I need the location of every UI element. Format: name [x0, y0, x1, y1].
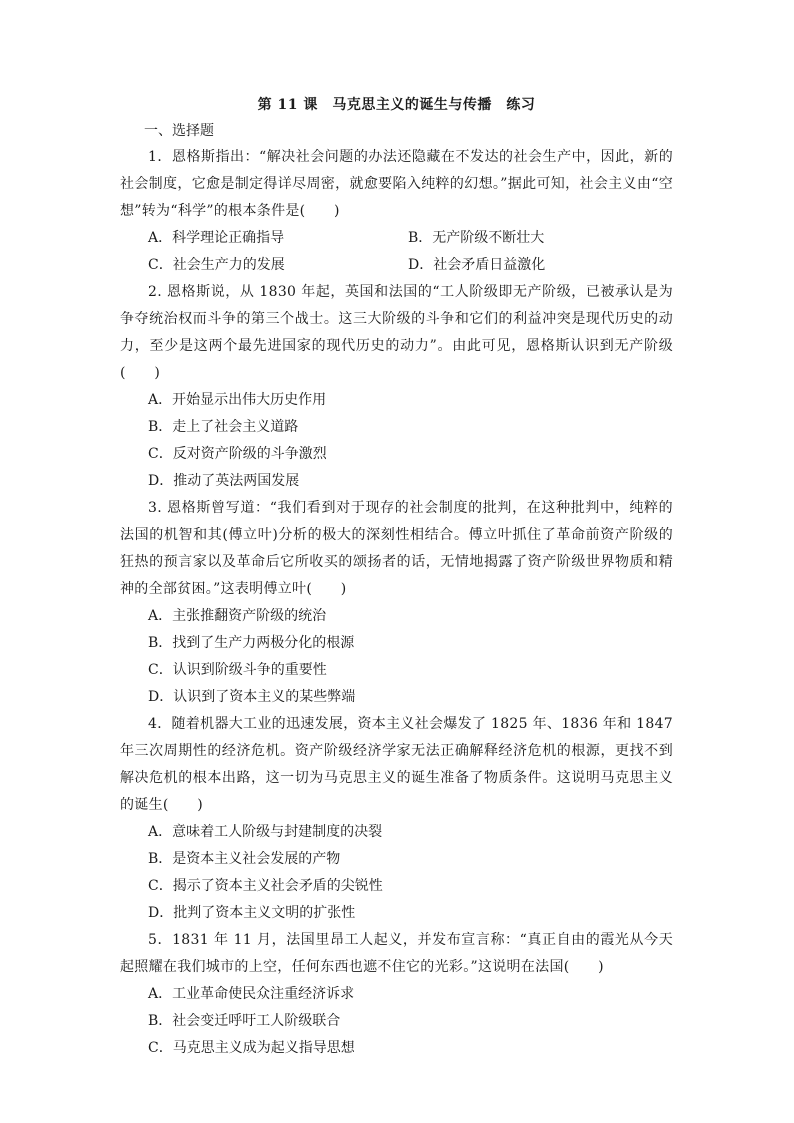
document-page	[120, 92, 673, 1062]
option-d: D．社会矛盾日益激化	[408, 257, 546, 273]
question-5	[120, 927, 673, 1062]
option-d: D．批判了资本主义文明的扩张性	[148, 905, 356, 921]
option-c: C．认识到阶级斗争的重要性	[148, 662, 327, 678]
option-a: A．意味着工人阶级与封建制度的决裂	[148, 824, 383, 840]
option-row	[120, 252, 673, 279]
question-stem: 4．随着机器大工业的迅速发展，资本主义社会爆发了 1825 年、1836 年和 1847 年三次周期性的经济危机。资产阶级经济学家无法正确解释经济危机的根源，更找不到解决危机的根本出路，这一切为马克思主义的诞生准备了物质条件。这说明马克思主义的诞生( )	[120, 716, 673, 813]
option-b: B．社会变迁呼吁工人阶级联合	[148, 1013, 341, 1029]
question-1	[120, 144, 673, 279]
section-heading: 一、选择题	[144, 123, 214, 139]
question-4	[120, 711, 673, 927]
question-stem: 2. 恩格斯说，从 1830 年起，英国和法国的“工人阶级即无产阶级，已被承认是为争夺统治权而斗争的第三个战士。这三大阶级的斗争和它们的利益冲突是现代历史的动力，至少是这两个最先进国家的现代历史的动力”。由此可见，恩格斯认识到无产阶级( )	[120, 284, 673, 381]
option-b: B．是资本主义社会发展的产物	[148, 851, 341, 867]
lesson-title: 第 11 课 马克思主义的诞生与传播 练习	[257, 97, 536, 113]
option-a: A．主张推翻资产阶级的统治	[148, 608, 327, 624]
option-d: D．推动了英法两国发展	[148, 473, 300, 489]
question-stem: 1．恩格斯指出：“解决社会问题的办法还隐藏在不发达的社会生产中，因此，新的社会制度，它愈是制定得详尽周密，就愈要陷入纯粹的幻想。”据此可知，社会主义由“空想”转为“科学”的根本条件是( )	[120, 149, 673, 219]
question-3	[120, 495, 673, 711]
option-b: B．无产阶级不断壮大	[408, 230, 545, 246]
option-d: D．认识到了资本主义的某些弊端	[148, 689, 356, 705]
option-b: B．走上了社会主义道路	[148, 419, 299, 435]
question-2	[120, 279, 673, 495]
option-a: A．工业革命使民众注重经济诉求	[148, 986, 355, 1002]
option-c: C．马克思主义成为起义指导思想	[148, 1040, 355, 1056]
option-b: B．找到了生产力两极分化的根源	[148, 635, 355, 651]
option-c: C．社会生产力的发展	[148, 257, 285, 273]
option-c: C．反对资产阶级的斗争激烈	[148, 446, 327, 462]
option-c: C．揭示了资本主义社会矛盾的尖锐性	[148, 878, 383, 894]
question-stem: 5．1831 年 11 月，法国里昂工人起义，并发布宣言称：“真正自由的霞光从今天起照耀在我们城市的上空，任何东西也遮不住它的光彩。”这说明在法国( )	[120, 932, 673, 975]
option-a: A．科学理论正确指导	[148, 230, 285, 246]
option-a: A．开始显示出伟大历史作用	[148, 392, 327, 408]
option-row	[120, 225, 673, 252]
question-stem: 3. 恩格斯曾写道：“我们看到对于现存的社会制度的批判，在这种批判中，纯粹的法国的机智和其(傅立叶)分析的极大的深刻性相结合。傅立叶抓住了革命前资产阶级的狂热的预言家以及革命后它所收买的颂扬者的话，无情地揭露了资产阶级世界物质和精神的全部贫困。”这表明傅立叶( )	[120, 500, 673, 597]
